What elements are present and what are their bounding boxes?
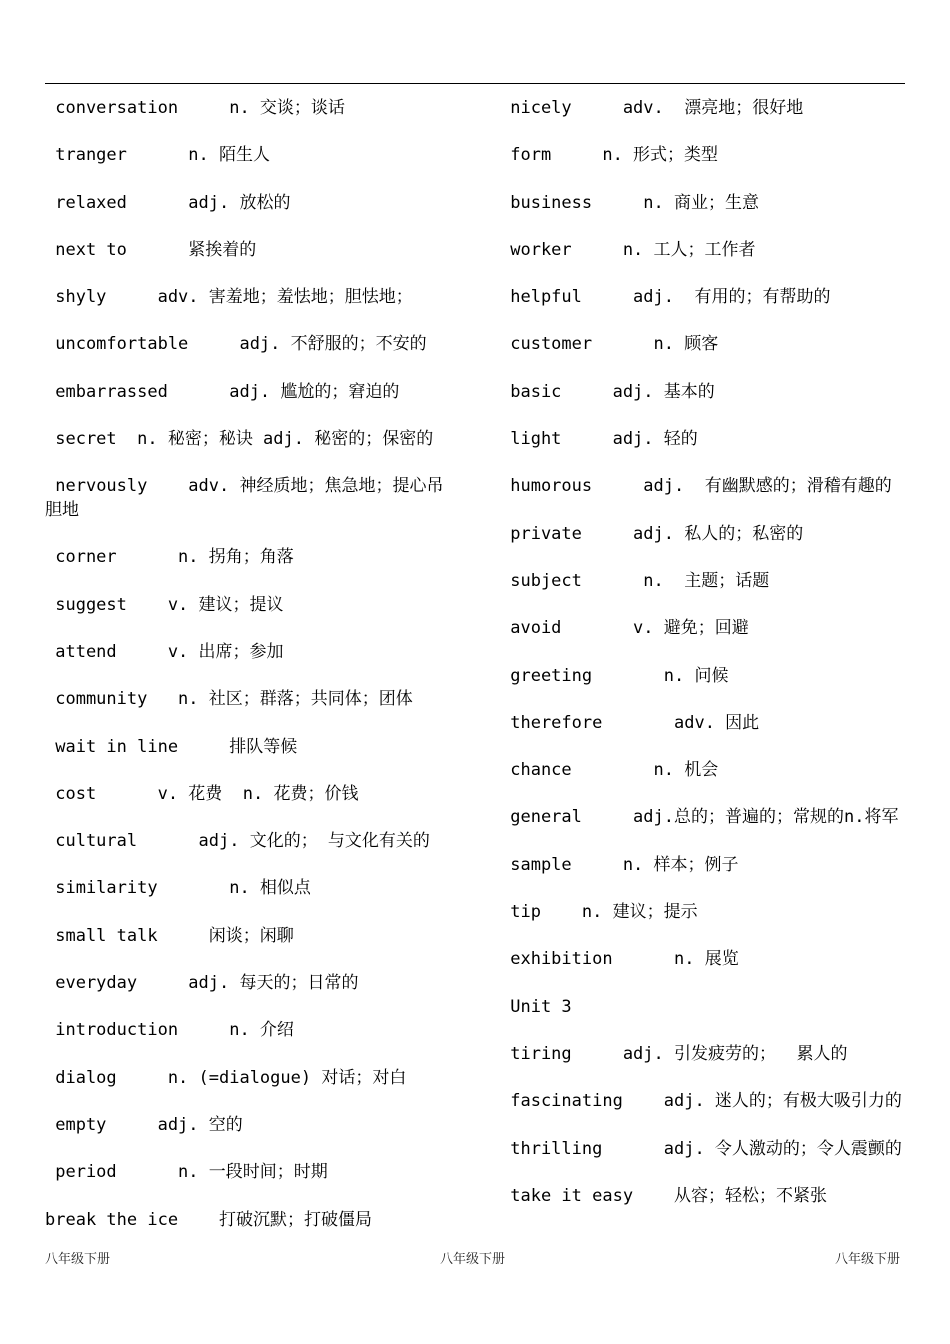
vocab-entry: customer n. 顾客 (500, 334, 719, 355)
vocab-entry: helpful adj. 有用的；有帮助的 (500, 287, 831, 308)
vocab-entry: introduction n. 介绍 (45, 1020, 294, 1041)
vocab-entry: empty adj. 空的 (45, 1114, 243, 1135)
vocab-entry: similarity n. 相似点 (45, 878, 311, 899)
vocab-entry: next to 紧挨着的 (45, 239, 257, 260)
vocab-entry: exhibition n. 展览 (500, 949, 739, 970)
vocab-entry: basic adj. 基本的 (500, 381, 715, 402)
vocab-entry: shyly adv. 害羞地；羞怯地；胆怯地； (45, 287, 413, 308)
vocab-entry: general adj.总的；普遍的；常规的n.将军 (500, 807, 899, 828)
vocab-entry: tranger n. 陌生人 (45, 145, 270, 166)
top-rule (45, 83, 905, 84)
left-vocab-column (45, 96, 450, 1255)
vocab-entry: suggest v. 建议；提议 (45, 594, 284, 615)
vocab-entry: chance n. 机会 (500, 760, 719, 781)
vocab-entry: dialog n. (=dialogue) 对话；对白 (45, 1067, 407, 1088)
vocab-entry: subject n. 主题；话题 (500, 570, 770, 591)
vocab-entry: nervously adv. 神经质地；焦急地；提心吊胆地 (45, 476, 444, 521)
footer-center-label: 八年级下册 (440, 1252, 506, 1267)
vocab-entry: tiring adj. 引发疲劳的； 累人的 (500, 1043, 848, 1064)
vocab-entry: everyday adj. 每天的；日常的 (45, 973, 359, 994)
vocab-entry: tip n. 建议；提示 (500, 902, 698, 923)
vocab-entry: conversation n. 交谈；谈话 (45, 98, 345, 118)
vocab-entry: greeting n. 问候 (500, 665, 729, 686)
unit-heading: Unit 3 (500, 996, 572, 1017)
vocab-entry: period n. 一段时间；时期 (45, 1162, 328, 1183)
vocab-entry: light adj. 轻的 (500, 429, 698, 450)
vocab-entry: sample n. 样本；例子 (500, 854, 739, 875)
vocab-entry: embarrassed adj. 尴尬的；窘迫的 (45, 381, 400, 402)
vocab-entry: take it easy 从容；轻松；不紧张 (500, 1185, 827, 1206)
vocab-entry: cost v. 花费 n. 花费；价钱 (45, 783, 359, 804)
vocab-entry: humorous adj. 有幽默感的；滑稽有趣的 (500, 476, 892, 497)
vocab-entry: form n. 形式；类型 (500, 145, 719, 166)
vocab-entry: thrilling adj. 令人激动的；令人震颤的 (500, 1138, 902, 1159)
vocab-entry: wait in line 排队等候 (45, 736, 298, 757)
vocab-entry: therefore adv. 因此 (500, 712, 760, 733)
vocab-entry: business n. 商业；生意 (500, 192, 759, 213)
vocab-entry: corner n. 拐角；角落 (45, 547, 294, 568)
vocab-entry: nicely adv. 漂亮地；很好地 (500, 98, 804, 118)
vocab-entry: relaxed adj. 放松的 (45, 192, 291, 213)
vocab-entry: attend v. 出席；参加 (45, 641, 284, 662)
vocab-entry: fascinating adj. 迷人的；有极大吸引力的 (500, 1091, 902, 1112)
vocab-entry: uncomfortable adj. 不舒服的；不安的 (45, 334, 427, 355)
vocab-entry: avoid v. 避免；回避 (500, 618, 749, 639)
vocab-entry: break the ice 打破沉默；打破僵局 (45, 1209, 372, 1230)
vocab-entry: community n. 社区；群落；共同体；团体 (45, 689, 413, 710)
footer-right-label: 八年级下册 (835, 1252, 901, 1267)
vocab-entry: worker n. 工人；工作者 (500, 239, 756, 260)
vocab-entry: private adj. 私人的；私密的 (500, 523, 804, 544)
vocab-entry: small talk 闲谈；闲聊 (45, 925, 294, 946)
right-vocab-column (500, 96, 910, 1231)
vocab-entry: secret n. 秘密；秘诀 adj. 秘密的；保密的 (45, 429, 434, 450)
footer-left-label: 八年级下册 (45, 1252, 111, 1267)
vocab-entry: cultural adj. 文化的； 与文化有关的 (45, 831, 430, 852)
